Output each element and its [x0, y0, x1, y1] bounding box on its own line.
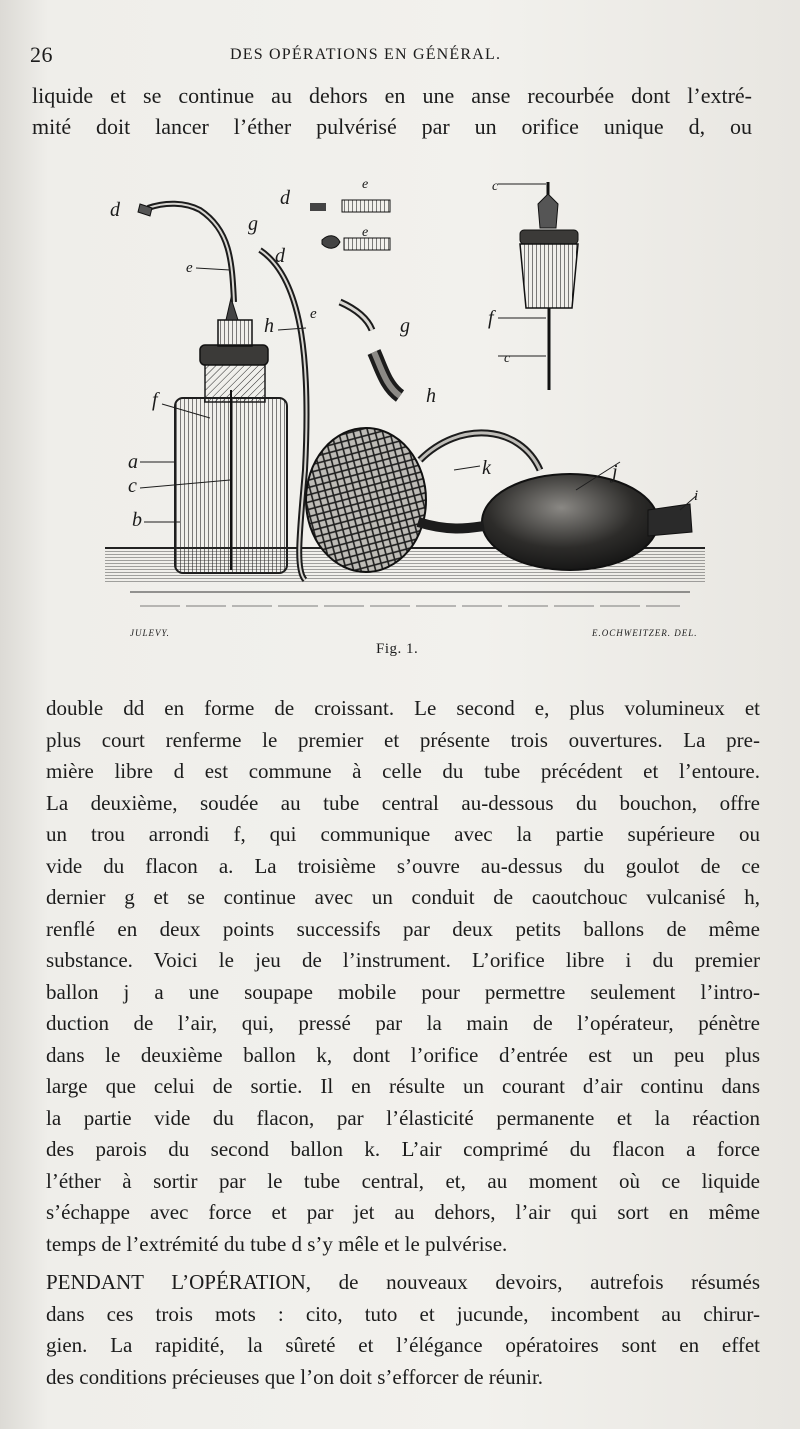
- text-line: des conditions précieuses que l’on doit s’efforcer de réunir.: [46, 1364, 544, 1389]
- text-line: duction de l’air, qui, pressé par la main de l’opérateur, pénètre: [46, 1011, 760, 1035]
- label: e: [362, 225, 369, 240]
- artist-credit: E.OCHWEITZER. DEL.: [592, 628, 698, 638]
- text-line: un trou arrondi f, qui communique avec la partie supérieure ou: [46, 822, 760, 846]
- text-line: renflé en deux points successifs par deux petits ballons de même: [46, 916, 760, 941]
- text-line: PENDANT L’OPÉRATION, de nouveaux devoirs, autrefois résumés: [46, 1270, 760, 1294]
- label: b: [132, 509, 142, 531]
- text-line: dans ces trois mots : cito, tuto et jucunde, incombent au chirur-: [46, 1301, 760, 1326]
- text-line: temps de l’extrémité du tube d s’y mêle et le pulvérise.: [46, 1231, 508, 1256]
- text-line: gien. La rapidité, la sûreté et l’élégance opératoires sont en effet: [46, 1333, 760, 1357]
- label: i: [694, 488, 699, 504]
- text-line: la partie vide du flacon, par l’élasticité permanente et la réaction: [46, 1105, 760, 1130]
- label: j: [612, 461, 618, 483]
- label: f: [152, 389, 158, 411]
- text-line: mité doit lancer l’éther pulvérisé par un orifice unique d, ou: [32, 114, 752, 139]
- flask-a: [175, 298, 287, 573]
- label: g: [400, 315, 410, 337]
- second-paragraph: [46, 1267, 760, 1393]
- text-line: La deuxième, soudée au tube central au-dessous du bouchon, offre: [46, 790, 760, 815]
- spray-head-detail: [520, 182, 578, 390]
- label: c: [492, 179, 499, 194]
- engraver-credit: JULEVY.: [130, 628, 170, 638]
- nozzle-details: [310, 200, 400, 396]
- label: c: [504, 351, 511, 366]
- text-line: vide du flacon a. La troisième s’ouvre au-dessus du goulot de ce: [46, 853, 760, 878]
- label: h: [264, 315, 274, 337]
- page-header: [30, 40, 760, 74]
- text-line: plus court renferme le premier et présente trois ouvertures. La pre-: [46, 727, 760, 752]
- text-line: dernier g et se continue avec un conduit de caoutchouc vulcanisé h,: [46, 885, 760, 909]
- main-paragraph: [46, 693, 760, 1260]
- balloon-j: [482, 474, 658, 570]
- label: e: [310, 306, 317, 322]
- label: e: [362, 177, 369, 192]
- figure-caption: Fig. 1.: [376, 641, 419, 657]
- text-line: dans le deuxième ballon k, dont l’orifice d’entrée est un peu plus: [46, 1042, 760, 1067]
- text-line: ballon j a une soupape mobile pour permettre seulement l’intro-: [46, 979, 760, 1004]
- text-line: double dd en forme de croissant. Le second e, plus volumineux et: [46, 696, 760, 720]
- label: c: [128, 475, 137, 497]
- label: g: [248, 213, 258, 235]
- label: a: [128, 451, 138, 473]
- page-number: 26: [30, 42, 53, 67]
- figure-illustration: [100, 170, 720, 640]
- lead-paragraph: [32, 80, 752, 142]
- label: e: [186, 260, 193, 276]
- balloon-k: [306, 428, 426, 572]
- text-line: s’échappe avec force et par jet au dehors, l’air qui sort en même: [46, 1200, 760, 1224]
- text-line: substance. Voici le jeu de l’instrument. L’orifice libre i du premier: [46, 948, 760, 972]
- text-line: l’éther à sortir par le tube central, et, au moment où ce liquide: [46, 1168, 760, 1193]
- label: d: [280, 187, 290, 209]
- label: k: [482, 457, 491, 479]
- label: h: [426, 385, 436, 407]
- label: d: [110, 199, 120, 221]
- label: f: [488, 307, 494, 329]
- text-line: liquide et se continue au dehors en une anse recourbée dont l’extré-: [32, 83, 752, 108]
- text-line: des parois du second ballon k. L’air comprimé du flacon a force: [46, 1137, 760, 1161]
- running-head: DES OPÉRATIONS EN GÉNÉRAL.: [230, 46, 502, 63]
- ether-spray-apparatus-engraving: [100, 170, 720, 640]
- label: d: [275, 245, 285, 267]
- tube-d: [148, 204, 234, 302]
- text-line: large que celui de sortie. Il en résulte un courant d’air continu dans: [46, 1074, 760, 1098]
- text-line: mière libre d est commune à celle du tube précédent et l’entoure.: [46, 759, 760, 783]
